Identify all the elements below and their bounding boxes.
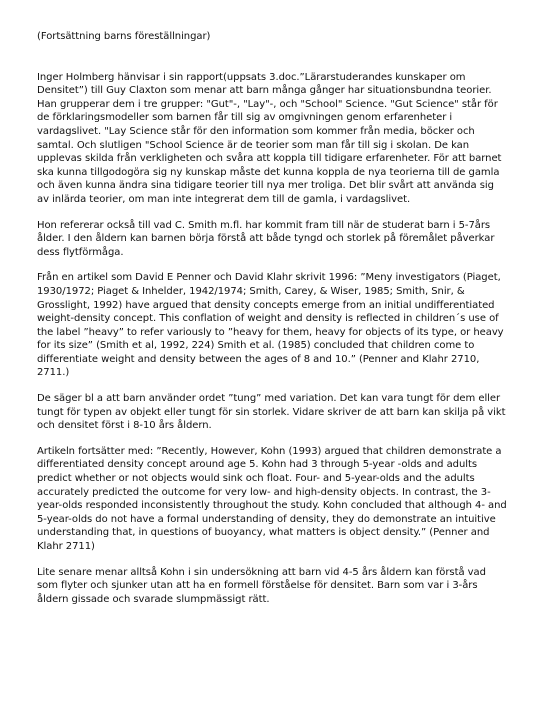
paragraph-penner-klahr-quote: Från en artikel som David E Penner och David Klahr skrivit 1996: ”Meny investigators (Piaget, 1930/1972; Piaget & Inhelder, 1942/1974; Smith, Carey, & Wiser, 1985; Smith, Snir, & Grosslight, 1992) have argued that density concepts emerge from an initial undifferentiated weight-density concept. This conflation of weight and density is reflected in children´s use of the label ”heavy” to refer variously to ”heavy for them, heavy for objects of its type, or heavy for its size” (Smith et al, 1992, 224) Smith et al. (1985) concluded that children come to differentiate weight and density between the ages of 8 and 10.” (Penner and Klahr 2710, 2711.) <box>37 272 504 379</box>
document-body <box>37 30 507 618</box>
paragraph-kohn-quote: Artikeln fortsätter med: ”Recently, However, Kohn (1993) argued that children demonstrate a differentiated density concept around age 5. Kohn had 3 through 5-year -olds and adults predict whether or not objects would sink och float. Four- and 5-year-olds and the adults accurately predicted the outcome for very low- and high-density objects. In contrast, the 3-year-olds responded inconsistently throughout the study. Kohn concluded that although 4- and 5-year-olds do not have a formal understanding of density, they do demonstrate an intuitive understanding that, in questions of buoyancy, what matters is object density.” (Penner and Klahr 2711) <box>37 445 507 552</box>
section-heading: (Fortsättning barns föreställningar) <box>37 31 211 42</box>
paragraph-weight-variation: De säger bl a att barn använder ordet ”tung” med variation. Det kan vara tungt för dem eller tungt för typen av objekt eller tungt för sin storlek. Vidare skriver de att barn kan skilja på vikt och densitet först i 8-10 års åldern. <box>37 393 506 432</box>
paragraph-claxton: Inger Holmberg hänvisar i sin rapport(uppsats 3.doc.”Lärarstuderandes kunskaper om Densitet”) till Guy Claxton som menar att barn många gånger har situationsbundna teorier. Han grupperar dem i tre grupper: "Gut"-, "Lay"-, och "School" Science. "Gut Science" står för de förklaringsmodeller som barnen får till sig av omgivningen genom erfarenheter i vardagslivet. "Lay Science står för den information som kommer från media, böcker och samtal. Och slutligen "School Science är de teorier som man får till sig i skolan. De kan upplevas skilda från verkligheten och svåra att koppla till tidigare erfarenheter. För att barnet ska kunna tillgodogöra sig ny kunskap måste det kunna koppla de nya teorierna till de gamla och även kunna ändra sina tidigare teorier till nya mer troliga. Det blir svårt att använda sig av inlärda teorier, om man inte integrerat dem till de gamla, i vardagslivet. <box>37 71 502 205</box>
paragraph-kohn-summary: Lite senare menar alltså Kohn i sin undersökning att barn vid 4-5 års åldern kan förstå vad som flyter och sjunker utan att ha en formell förståelse för densitet. Barn som var i 3-års åldern gissade och svarade slumpmässigt rätt. <box>37 566 486 605</box>
paragraph-smith: Hon refererar också till vad C. Smith m.fl. har kommit fram till när de studerat barn i 5-7års ålder. I den åldern kan barnen börja förstå att både tyngd och storlek på föremålet påverkar dess flytförmåga. <box>37 219 495 258</box>
